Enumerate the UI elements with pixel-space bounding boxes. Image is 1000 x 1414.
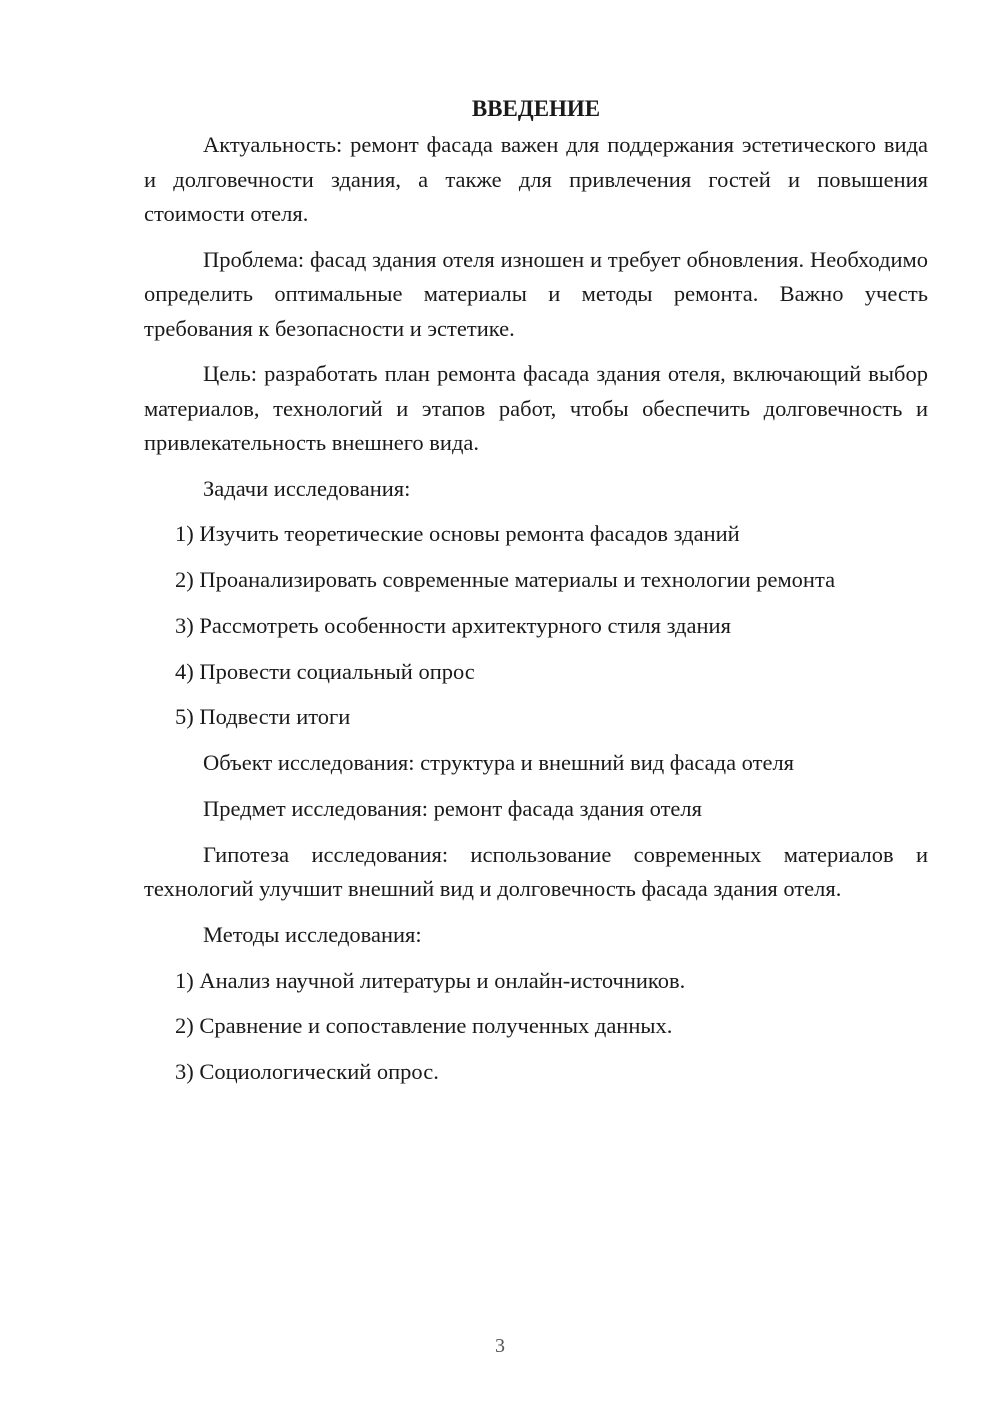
- list-item: 4) Провести социальный опрос: [175, 658, 475, 684]
- list-item: 3) Социологический опрос.: [175, 1059, 439, 1085]
- section-title: ВВЕДЕНИЕ: [471, 96, 601, 121]
- relevance-paragraph: Актуальность: ремонт фасада важен для поддержания эстетического вида и долговечности здания, а также для привлечения гостей и повышения стоимости отеля.: [144, 132, 928, 226]
- problem-paragraph: Проблема: фасад здания отеля изношен и требует обновления. Необходимо определить оптимальные материалы и методы ремонта. Важно учесть требования к безопасности и эстетике.: [144, 246, 928, 341]
- goal-paragraph: Цель: разработать план ремонта фасада здания отеля, включающий выбор материалов, технологий и этапов работ, чтобы обеспечить долговечность и привлекательность внешнего вида.: [144, 361, 928, 455]
- subject-line: Предмет исследования: ремонт фасада здания отеля: [203, 796, 702, 822]
- list-item: 1) Анализ научной литературы и онлайн-источников.: [175, 967, 686, 993]
- hypothesis-paragraph: Гипотеза исследования: использование современных материалов и технологий улучшит внешний вид и долговечность фасада здания отеля.: [144, 841, 928, 902]
- list-item: 5) Подвести итоги: [175, 704, 351, 730]
- object-line: Объект исследования: структура и внешний вид фасада отеля: [203, 750, 795, 776]
- document-page: [144, 92, 928, 1101]
- page-number: 3: [495, 1335, 505, 1357]
- list-item: 3) Рассмотреть особенности архитектурного стиля здания: [175, 612, 731, 638]
- list-item: 2) Сравнение и сопоставление полученных данных.: [175, 1013, 673, 1039]
- list-item: 2) Проанализировать современные материалы и технологии ремонта: [175, 567, 836, 593]
- tasks-heading: Задачи исследования:: [203, 475, 411, 501]
- methods-heading: Методы исследования:: [203, 921, 422, 947]
- list-item: 1) Изучить теоретические основы ремонта фасадов зданий: [175, 521, 740, 547]
